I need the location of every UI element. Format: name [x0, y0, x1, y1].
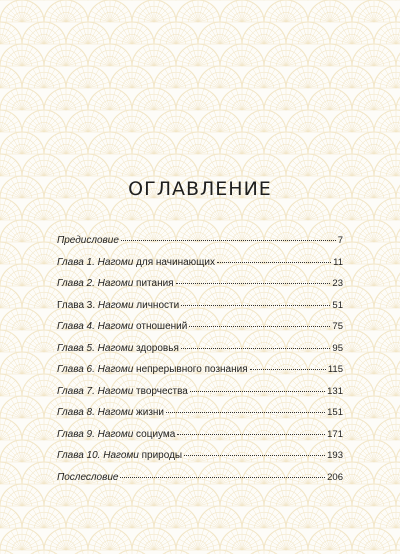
toc-entry — [57, 359, 343, 381]
fan-motif — [176, 0, 220, 22]
toc-entry-keyword: Нагоми — [103, 450, 139, 461]
fan-motif — [374, 550, 400, 554]
fan-motif — [242, 506, 286, 528]
fan-motif — [308, 528, 352, 550]
toc-page-number: 23 — [332, 278, 343, 289]
toc-entry-topic: непрерывного познания — [133, 364, 248, 375]
fan-motif — [396, 528, 400, 550]
dot-leader — [184, 445, 325, 456]
fan-motif — [198, 154, 242, 176]
fan-motif — [44, 528, 88, 550]
fan-motif — [264, 528, 308, 550]
fan-motif — [396, 440, 400, 462]
fan-motif — [352, 264, 396, 286]
fan-motif — [0, 44, 44, 66]
fan-motif — [352, 484, 396, 506]
toc-page-number: 75 — [332, 321, 343, 332]
fan-motif — [0, 0, 44, 22]
fan-motif — [0, 88, 44, 110]
toc-entry-prefix: Глава 1. — [57, 256, 95, 268]
fan-motif — [264, 0, 308, 22]
fan-motif — [198, 506, 242, 528]
fan-motif — [242, 550, 286, 554]
fan-motif — [374, 66, 400, 88]
fan-motif — [44, 88, 88, 110]
fan-motif — [352, 88, 396, 110]
fan-motif — [110, 506, 154, 528]
fan-motif — [176, 88, 220, 110]
toc-page-number: 171 — [327, 428, 343, 440]
toc-entry — [57, 316, 343, 338]
fan-motif — [176, 44, 220, 66]
toc-entry-label — [57, 252, 215, 274]
fan-motif — [198, 550, 242, 554]
toc-entry — [57, 252, 343, 274]
dot-leader — [189, 316, 330, 327]
fan-motif — [44, 132, 88, 154]
fan-motif — [352, 132, 396, 154]
fan-motif — [154, 110, 198, 132]
fan-motif — [396, 484, 400, 506]
toc-entry — [57, 338, 343, 360]
fan-motif — [264, 132, 308, 154]
toc-entry-keyword: Нагоми — [97, 428, 134, 440]
fan-motif — [374, 286, 400, 308]
toc-entry-topic: для начинающих — [133, 256, 215, 268]
toc-entry-prefix: Предисловие — [57, 235, 119, 246]
fan-motif — [374, 462, 400, 484]
fan-motif — [88, 44, 132, 66]
fan-motif — [176, 528, 220, 550]
toc-page-number: 7 — [337, 235, 343, 246]
fan-motif — [0, 330, 22, 352]
fan-motif — [66, 506, 110, 528]
fan-motif — [330, 66, 374, 88]
toc-entry-topic: жизни — [133, 407, 165, 418]
toc-entry-topic: здоровья — [133, 342, 179, 354]
fan-motif — [0, 22, 22, 44]
toc-page-number: 206 — [327, 471, 343, 483]
fan-motif — [0, 286, 22, 308]
toc-entry-prefix: Глава 5. — [57, 342, 95, 354]
fan-motif — [0, 132, 44, 154]
fan-motif — [0, 352, 44, 374]
fan-motif — [154, 66, 198, 88]
fan-motif — [0, 462, 22, 484]
fan-motif — [242, 154, 286, 176]
fan-motif — [0, 506, 22, 528]
fan-motif — [396, 132, 400, 154]
fan-motif — [154, 506, 198, 528]
fan-motif — [308, 88, 352, 110]
fan-motif — [352, 440, 396, 462]
fan-motif — [396, 308, 400, 330]
fan-motif — [330, 110, 374, 132]
dot-leader — [120, 467, 325, 478]
dot-leader — [176, 273, 331, 284]
fan-motif — [0, 374, 22, 396]
fan-motif — [396, 396, 400, 418]
toc-page-number: 95 — [332, 342, 343, 354]
fan-motif — [22, 506, 66, 528]
fan-motif — [198, 22, 242, 44]
fan-motif — [374, 506, 400, 528]
toc-entry-label — [57, 273, 174, 295]
fan-motif — [66, 550, 110, 554]
toc-entry-label — [57, 402, 164, 424]
toc-entry-topic: социума — [133, 428, 176, 440]
fan-motif — [308, 44, 352, 66]
fan-motif — [66, 66, 110, 88]
fan-motif — [374, 154, 400, 176]
fan-motif — [286, 550, 330, 554]
toc-entry-prefix: Глава 2. — [57, 278, 95, 289]
dot-leader — [121, 230, 336, 241]
fan-motif — [286, 110, 330, 132]
toc-entry — [57, 402, 343, 424]
dot-leader — [190, 381, 325, 392]
fan-motif — [0, 220, 44, 242]
fan-motif — [242, 22, 286, 44]
toc-entry-topic: природы — [138, 450, 183, 461]
fan-motif — [22, 154, 66, 176]
toc-entry-label — [57, 424, 175, 446]
fan-motif — [88, 528, 132, 550]
fan-motif — [396, 264, 400, 286]
table-of-contents — [57, 230, 343, 488]
toc-entry-label — [57, 230, 119, 252]
fan-motif — [0, 440, 44, 462]
fan-motif — [374, 418, 400, 440]
fan-motif — [264, 44, 308, 66]
toc-entry-label — [57, 316, 187, 338]
fan-motif — [110, 550, 154, 554]
fan-motif — [110, 66, 154, 88]
toc-entry-label — [57, 338, 179, 360]
toc-entry-prefix: Глава 4. — [57, 321, 95, 332]
fan-motif — [396, 88, 400, 110]
fan-motif — [374, 242, 400, 264]
dot-leader — [250, 359, 326, 370]
toc-entry — [57, 424, 343, 446]
fan-motif — [220, 0, 264, 22]
fan-motif — [264, 88, 308, 110]
fan-motif — [242, 198, 286, 220]
toc-page-number: 131 — [327, 385, 343, 397]
fan-motif — [286, 198, 330, 220]
fan-motif — [352, 220, 396, 242]
toc-entry-keyword: Нагоми — [97, 342, 134, 354]
fan-motif — [0, 396, 44, 418]
fan-motif — [286, 506, 330, 528]
fan-motif — [374, 374, 400, 396]
fan-motif — [0, 66, 22, 88]
fan-motif — [198, 198, 242, 220]
toc-entry — [57, 230, 343, 252]
toc-entry-label — [57, 381, 188, 403]
fan-motif — [0, 264, 44, 286]
toc-entry-topic: питания — [133, 278, 174, 289]
fan-motif — [352, 44, 396, 66]
toc-entry-label — [57, 445, 182, 467]
toc-entry-prefix: Глава 7. — [57, 385, 95, 397]
fan-motif — [66, 110, 110, 132]
dot-leader — [177, 424, 325, 435]
toc-entry-prefix: Глава 6. — [57, 364, 95, 375]
fan-motif — [220, 44, 264, 66]
toc-entry-keyword: Нагоми — [97, 321, 134, 332]
fan-motif — [0, 418, 22, 440]
fan-motif — [374, 110, 400, 132]
toc-entry — [57, 273, 343, 295]
fan-motif — [0, 110, 22, 132]
toc-entry-keyword: Нагоми — [97, 407, 134, 418]
fan-motif — [0, 484, 44, 506]
fan-motif — [132, 88, 176, 110]
fan-motif — [132, 0, 176, 22]
fan-motif — [88, 132, 132, 154]
toc-entry — [57, 445, 343, 467]
fan-motif — [66, 198, 110, 220]
fan-motif — [330, 550, 374, 554]
toc-entry-keyword: Нагоми — [97, 278, 134, 289]
fan-motif — [44, 0, 88, 22]
fan-motif — [352, 528, 396, 550]
fan-motif — [66, 154, 110, 176]
fan-motif — [242, 110, 286, 132]
dot-leader — [166, 402, 325, 413]
fan-motif — [396, 44, 400, 66]
toc-entry-topic: отношений — [133, 321, 188, 332]
fan-motif — [330, 198, 374, 220]
fan-motif — [0, 242, 22, 264]
fan-motif — [154, 198, 198, 220]
fan-motif — [198, 66, 242, 88]
fan-motif — [198, 110, 242, 132]
fan-motif — [44, 44, 88, 66]
fan-motif — [22, 66, 66, 88]
fan-motif — [330, 154, 374, 176]
fan-motif — [0, 550, 22, 554]
fan-motif — [352, 396, 396, 418]
fan-motif — [88, 0, 132, 22]
fan-motif — [396, 220, 400, 242]
fan-motif — [374, 198, 400, 220]
fan-motif — [22, 22, 66, 44]
dot-leader — [181, 338, 331, 349]
dot-leader — [181, 295, 330, 306]
page-title: ОГЛАВЛЕНИЕ — [128, 178, 272, 200]
fan-motif — [110, 198, 154, 220]
fan-motif — [330, 506, 374, 528]
fan-motif — [154, 550, 198, 554]
fan-motif — [0, 198, 22, 220]
fan-motif — [308, 132, 352, 154]
fan-motif — [352, 0, 396, 22]
toc-entry-topic: творчества — [133, 385, 188, 397]
fan-motif — [352, 352, 396, 374]
fan-motif — [132, 528, 176, 550]
fan-motif — [220, 88, 264, 110]
toc-entry-keyword: Нагоми — [97, 385, 134, 397]
fan-motif — [22, 110, 66, 132]
toc-entry-prefix: Глава 8. — [57, 407, 95, 418]
toc-entry — [57, 467, 343, 489]
toc-entry-prefix: Глава 3. — [57, 299, 96, 311]
fan-motif — [0, 308, 44, 330]
fan-motif — [286, 66, 330, 88]
toc-entry-prefix: Глава 10. — [57, 450, 101, 461]
fan-motif — [110, 154, 154, 176]
fan-motif — [176, 132, 220, 154]
fan-motif — [242, 66, 286, 88]
toc-page-number: 115 — [327, 364, 343, 375]
toc-entry-topic: личности — [133, 299, 180, 311]
toc-entry-label — [57, 295, 179, 317]
fan-motif — [396, 352, 400, 374]
fan-motif — [352, 308, 396, 330]
fan-motif — [0, 528, 44, 550]
fan-motif — [132, 44, 176, 66]
fan-motif — [154, 154, 198, 176]
fan-motif — [286, 154, 330, 176]
toc-page-number: 51 — [332, 299, 343, 311]
fan-motif — [0, 154, 22, 176]
toc-page-number: 151 — [327, 407, 343, 418]
fan-motif — [66, 22, 110, 44]
fan-motif — [220, 132, 264, 154]
fan-motif — [374, 330, 400, 352]
toc-entry-keyword: Нагоми — [97, 256, 134, 268]
dot-leader — [217, 252, 331, 263]
fan-motif — [110, 110, 154, 132]
toc-entry-keyword: Нагоми — [97, 364, 134, 375]
fan-motif — [308, 0, 352, 22]
toc-entry-prefix: Послесловие — [57, 471, 119, 483]
toc-entry-label — [57, 467, 118, 489]
fan-motif — [88, 88, 132, 110]
fan-motif — [110, 22, 154, 44]
toc-page-number: 11 — [333, 256, 343, 268]
fan-motif — [22, 198, 66, 220]
fan-motif — [22, 550, 66, 554]
fan-motif — [286, 22, 330, 44]
fan-motif — [374, 22, 400, 44]
fan-motif — [396, 0, 400, 22]
fan-motif — [330, 22, 374, 44]
toc-entry-label — [57, 359, 248, 381]
toc-entry — [57, 381, 343, 403]
fan-motif — [220, 528, 264, 550]
toc-entry — [57, 295, 343, 317]
fan-motif — [132, 132, 176, 154]
toc-entry-prefix: Глава 9. — [57, 428, 95, 440]
fan-motif — [154, 22, 198, 44]
toc-entry-keyword: Нагоми — [97, 299, 134, 311]
toc-page-number: 193 — [327, 450, 343, 461]
